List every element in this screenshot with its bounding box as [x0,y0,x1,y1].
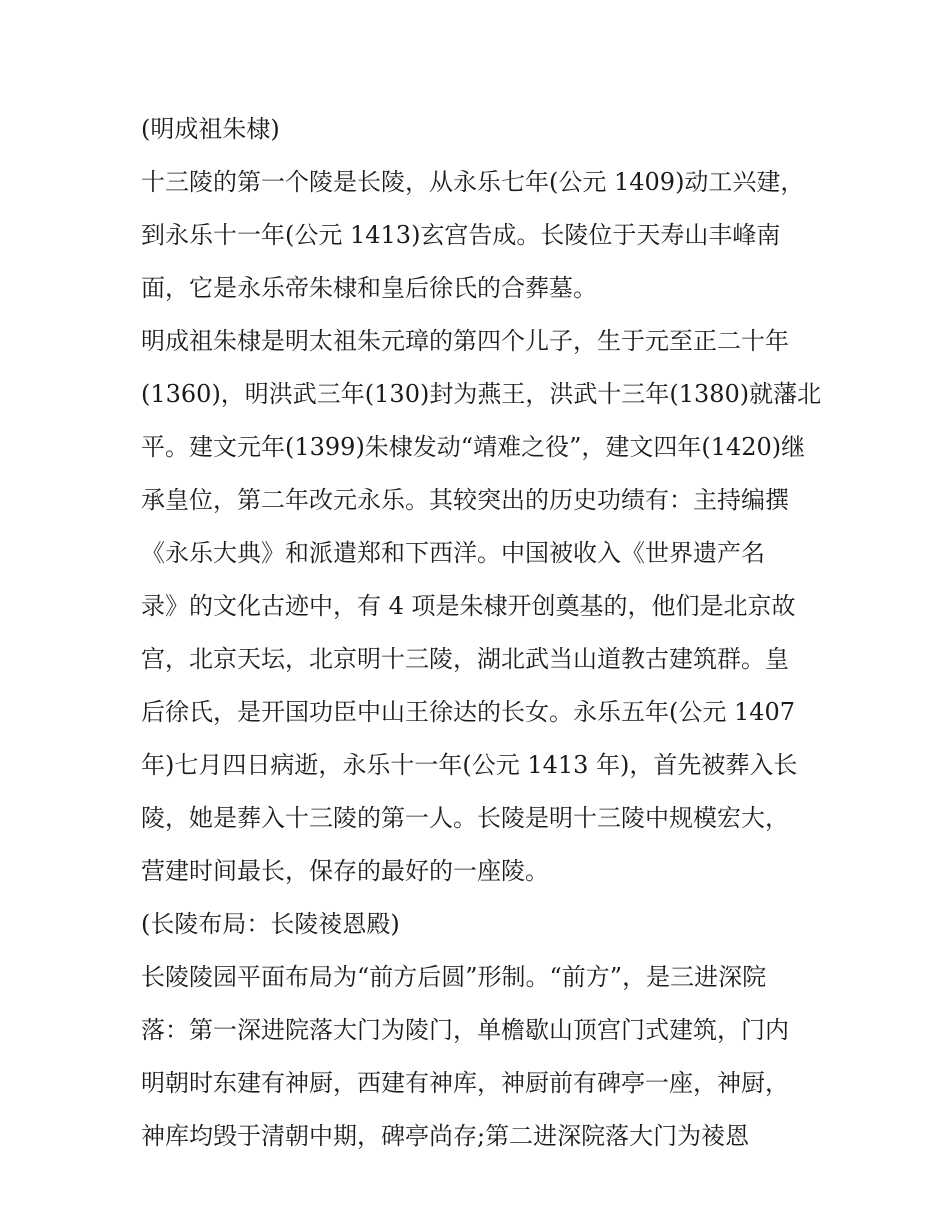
text-line: 后徐氏，是开国功臣中山王徐达的长女。永乐五年(公元 1407 [141,698,796,726]
text-line: 宫，北京天坛，北京明十三陵，湖北武当山道教古建筑群。皇 [141,645,789,673]
text-line: 营建时间最长，保存的最好的一座陵。 [141,857,549,885]
text-line: 到永乐十一年(公元 1413)玄宫告成。长陵位于天寿山丰峰南 [141,221,781,249]
text-line: 陵，她是葬入十三陵的第一人。长陵是明十三陵中规模宏大， [141,804,789,832]
text-line: 十三陵的第一个陵是长陵，从永乐七年(公元 1409)动工兴建， [141,168,805,196]
text-line: 承皇位，第二年改元永乐。其较突出的历史功绩有：主持编撰 [141,486,789,514]
text-line: 年)七月四日病逝，永乐十一年(公元 1413 年)，首先被葬入长 [141,751,798,779]
text-line: 落：第一深进院落大门为陵门，单檐歇山顶宫门式建筑，门内 [141,1016,789,1044]
text-line: 长陵陵园平面布局为“前方后圆”形制。“前方”，是三进深院 [141,963,767,991]
text-line: 明成祖朱棣是明太祖朱元璋的第四个儿子，生于元至正二十年 [141,327,789,355]
text-line: 平。建文元年(1399)朱棣发动“靖难之役”，建文四年(1420)继 [141,433,806,461]
text-line: 神库均毁于清朝中期，碑亭尚存;第二进深院落大门为祾恩 [141,1122,750,1150]
text-line: 明朝时东建有神厨，西建有神库，神厨前有碑亭一座，神厨， [141,1069,789,1097]
heading-changling-layout: (长陵布局：长陵祾恩殿) [141,910,400,938]
text-line: (1360)，明洪武三年(130)封为燕王，洪武十三年(1380)就藩北 [141,380,822,408]
heading-ming-chengzu: (明成祖朱棣) [141,115,280,143]
text-line: 面，它是永乐帝朱棣和皇后徐氏的合葬墓。 [141,274,597,302]
text-line: 《永乐大典》和派遣郑和下西洋。中国被收入《世界遗产名 [141,539,765,567]
text-line: 录》的文化古迹中，有 4 项是朱棣开创奠基的，他们是北京故 [141,592,796,620]
